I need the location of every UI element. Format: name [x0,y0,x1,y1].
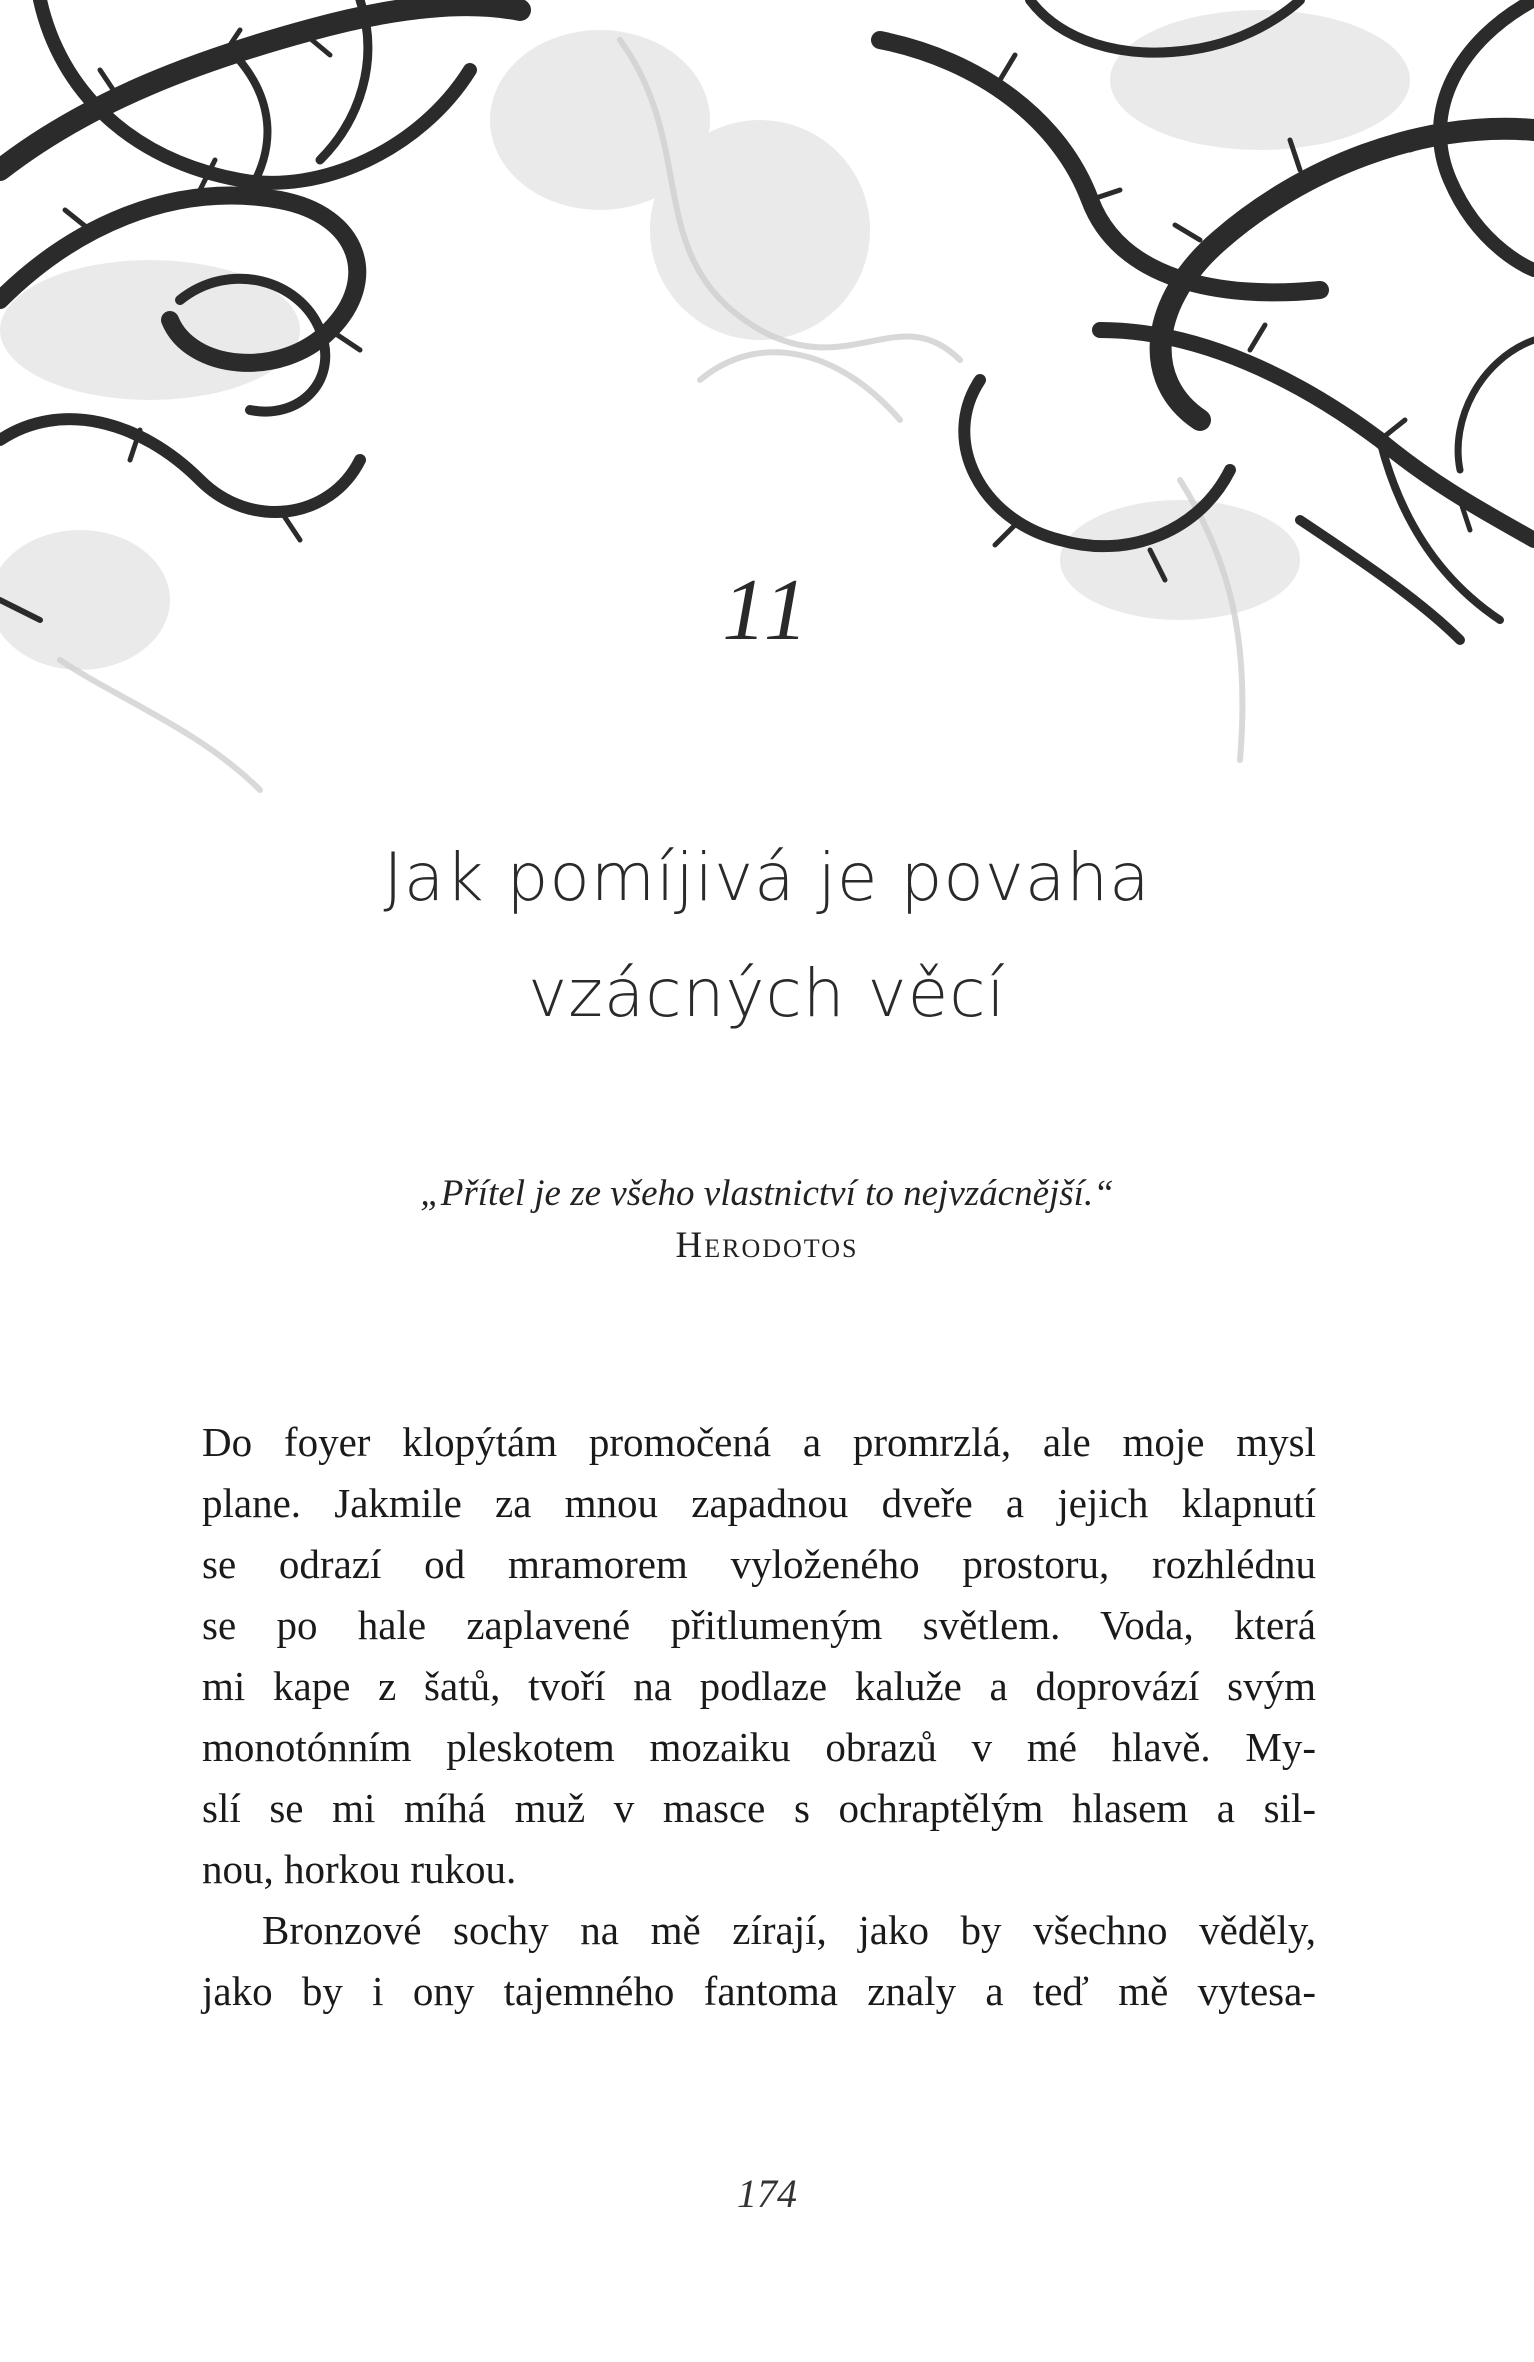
body-text [202,1412,1316,2022]
body-line: Bronzové sochy na mě zírají, jako by všechno věděly, [262,1907,1316,1953]
epigraph-author: Herodotos [675,1225,859,1266]
chapter-title-line: Jak pomíjivá je povaha [383,839,1151,916]
page-number: 174 [737,2171,797,2216]
epigraph [0,1168,1534,1272]
body-line: monotónním pleskotem mozaiku obrazů v mé hlavě. My- [202,1724,1316,1770]
body-line: se odrazí od mramorem vyloženého prostoru, rozhlédnu [202,1541,1316,1587]
body-line: nou, horkou rukou. [202,1846,517,1892]
body-line: Do foyer klopýtám promočená a promrzlá, ale moje mysl [202,1419,1316,1465]
chapter-title-line: vzácných věcí [528,955,1006,1032]
epigraph-quote: „Přítel je ze všeho vlastnictví to nejvzácnější.“ [420,1173,1114,1214]
chapter-title [0,820,1534,1052]
body-line: mi kape z šatů, tvoří na podlaze kaluže a doprovází svým [202,1663,1316,1709]
body-line: slí se mi míhá muž v masce s ochraptělým hlasem a sil- [202,1785,1316,1831]
body-line: jako by i ony tajemného fantoma znaly a teď mě vytesa- [202,1968,1316,2014]
thorn-branches-illustration [0,0,1534,860]
body-line: se po hale zaplavené přitlumeným světlem. Voda, která [202,1602,1316,1648]
chapter-number: 11 [722,562,812,659]
body-line: plane. Jakmile za mnou zapadnou dveře a jejich klapnutí [202,1480,1316,1526]
